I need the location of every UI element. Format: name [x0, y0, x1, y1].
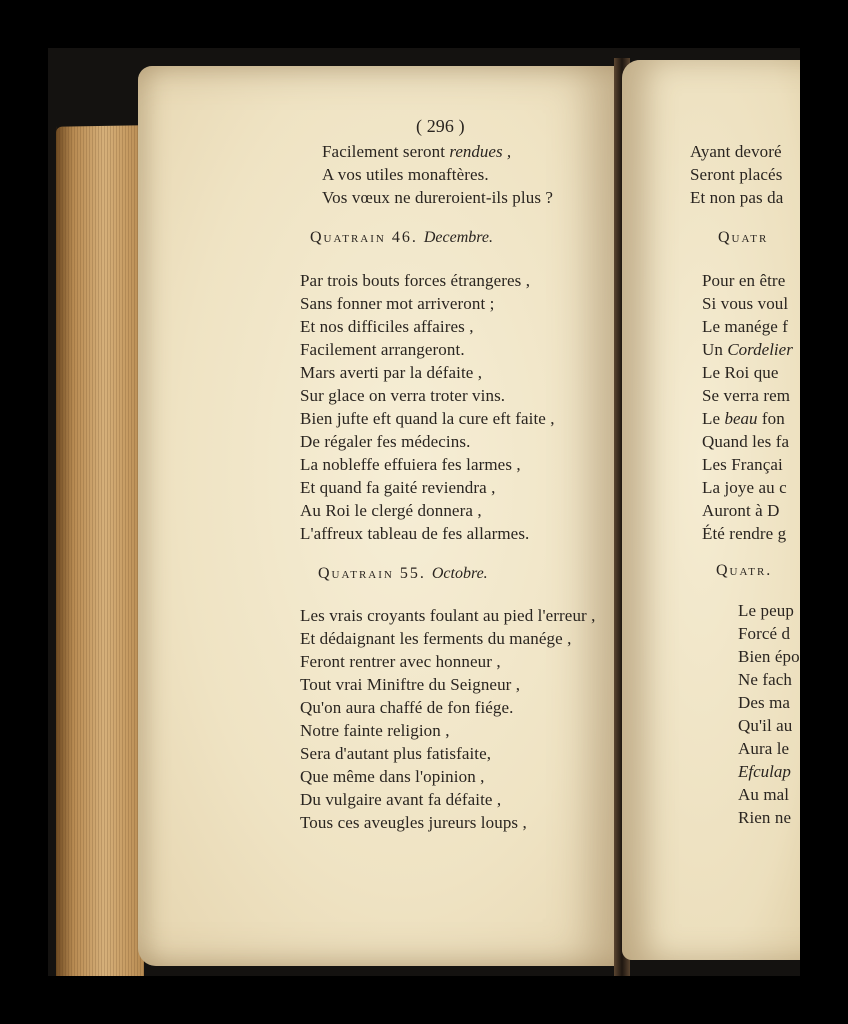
- right-b2-line-1: Le peup: [738, 601, 794, 620]
- q46-line-9: La nobleffe effuiera fes larmes ,: [300, 455, 521, 474]
- quatrain-55-heading: Quatrain 55. Octobre.: [318, 565, 488, 582]
- right-b1-line-6: Se verra rem: [702, 386, 791, 405]
- q46-line-11: Au Roi le clergé donnera ,: [300, 501, 482, 520]
- q55-line-8: Que même dans l'opinion ,: [300, 767, 485, 786]
- right-b1-line-12: Été rendre g: [702, 524, 787, 543]
- right-b1-line-7: Le beau fon: [702, 409, 785, 428]
- q55-line-5: Qu'on aura chaffé de fon fiége.: [300, 698, 514, 717]
- right-b1-line-8: Quand les fa: [702, 432, 790, 451]
- right-b1-line-9: Les Françai: [702, 455, 783, 474]
- right-heading-2: Quatr.: [716, 562, 773, 579]
- q55-line-7: Sera d'autant plus fatisfaite,: [300, 744, 492, 763]
- right-b2-line-3: Bien épo: [738, 647, 800, 666]
- right-b2-line-2: Forcé d: [738, 624, 791, 643]
- right-b1-line-11: Auront à D: [702, 501, 780, 520]
- right-b1-line-1: Pour en être: [702, 271, 786, 290]
- right-b1-line-2: Si vous voul: [702, 294, 789, 313]
- opening-line-3: Vos vœux ne dureroient-ils plus ?: [322, 188, 554, 207]
- right-b2-line-9: Au mal: [738, 785, 790, 804]
- right-b2-line-8: Efculap: [738, 762, 791, 781]
- right-b1-line-3: Le manége f: [702, 317, 789, 336]
- q55-line-1: Les vrais croyants foulant au pied l'erreur ,: [300, 606, 596, 625]
- q46-line-1: Par trois bouts forces étrangeres ,: [300, 271, 531, 290]
- q46-line-3: Et nos difficiles affaires ,: [300, 317, 474, 336]
- opening-line-1: Facilement seront rendues ,: [322, 142, 512, 161]
- q46-line-7: Bien jufte eft quand la cure eft faite ,: [300, 409, 555, 428]
- quatrain-46-heading: Quatrain 46. Decembre.: [310, 229, 493, 246]
- q46-line-5: Mars averti par la défaite ,: [300, 363, 483, 382]
- right-b2-line-5: Des ma: [738, 693, 791, 712]
- q46-line-8: De régaler fes médecins.: [300, 432, 471, 451]
- right-b2-line-4: Ne fach: [738, 670, 793, 689]
- page-block-edge: [56, 125, 144, 976]
- right-top-line-3: Et non pas da: [690, 188, 784, 207]
- right-top-line-2: Seront placés: [690, 165, 783, 184]
- q55-line-6: Notre fainte religion ,: [300, 721, 450, 740]
- q46-line-2: Sans fonner mot arriveront ;: [300, 294, 495, 313]
- book-scan: [48, 48, 800, 976]
- q46-line-4: Facilement arrangeront.: [300, 340, 465, 359]
- right-b1-line-10: La joye au c: [702, 478, 787, 497]
- right-top-line-1: Ayant devoré: [690, 142, 782, 161]
- q46-line-10: Et quand fa gaité reviendra ,: [300, 478, 496, 497]
- right-b1-line-4: Un Cordelier: [702, 340, 793, 359]
- q55-line-2: Et dédaignant les ferments du manége ,: [300, 629, 572, 648]
- right-heading-1: Quatr: [718, 229, 769, 246]
- right-b2-line-10: Rien ne: [738, 808, 792, 827]
- q55-line-3: Feront rentrer avec honneur ,: [300, 652, 501, 671]
- right-page-text-clip: [622, 48, 800, 976]
- q46-line-6: Sur glace on verra troter vins.: [300, 386, 506, 405]
- page-number: ( 296 ): [416, 116, 465, 136]
- q55-line-4: Tout vrai Miniftre du Seigneur ,: [300, 675, 521, 694]
- right-b2-line-7: Aura le: [738, 739, 790, 758]
- q46-line-12: L'affreux tableau de fes allarmes.: [300, 524, 530, 543]
- q55-line-10: Tous ces aveugles jureurs loups ,: [300, 813, 527, 832]
- opening-line-2: A vos utiles monaftères.: [322, 165, 489, 184]
- right-b2-line-6: Qu'il au: [738, 716, 793, 735]
- q55-line-9: Du vulgaire avant fa défaite ,: [300, 790, 502, 809]
- right-b1-line-5: Le Roi que: [702, 363, 779, 382]
